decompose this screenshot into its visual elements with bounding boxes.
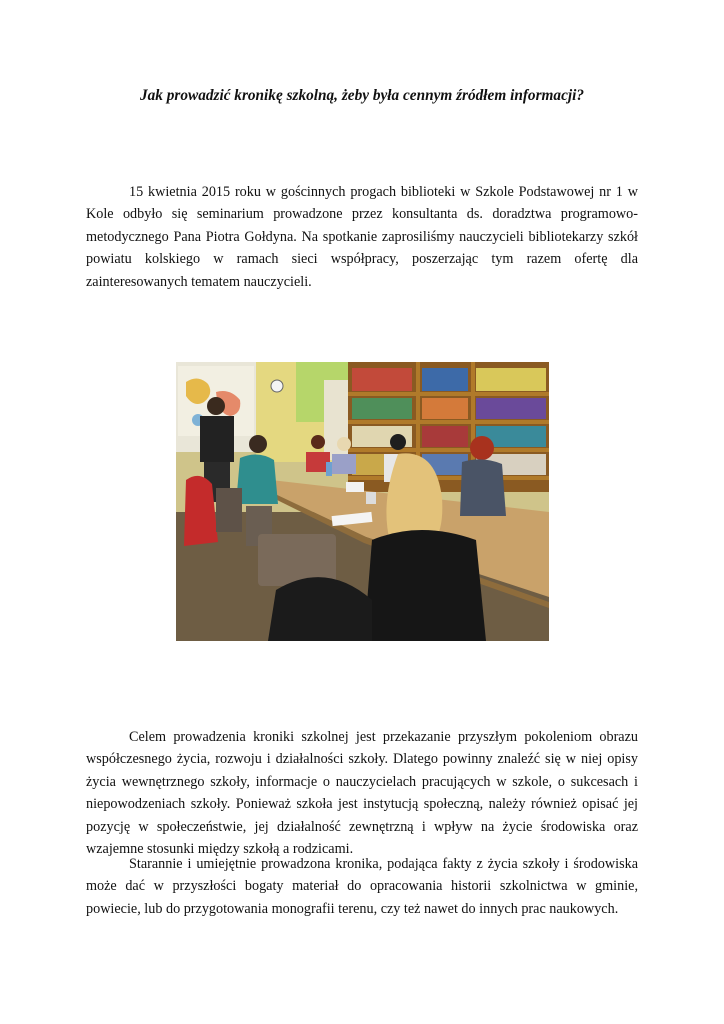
paragraph-chronicle-purpose: Celem prowadzenia kroniki szkolnej jest przekazanie przyszłym pokoleniom obrazu współczesnego życia, rozwoju i działalności szkoły. Dlatego powinny znaleźć się w niej opisy życia wewnętrznego szkoły, informacje o nauczycielach pracujących w szkole, o sukcesach i niepowodzeniach szkoły. Ponieważ szkoła jest instytucją społeczną, należy również opisać jej pozycję w społeczeństwie, jej działalność zewnętrzną i wpływ na życie środowiska oraz wzajemne stosunki między szkołą a rodzicami.: [86, 729, 638, 858]
paragraph-chronicle-value: Starannie i umiejętnie prowadzona kronika, podająca fakty z życia szkoły i środowiska może dać w przyszłości bogaty materiał do opracowania historii szkolnictwa w gminie, powiecie, lub do przygotowania monografii terenu, czy też nawet do innych prac naukowych.: [86, 856, 638, 917]
seminar-photo: [176, 362, 549, 641]
document-title: Jak prowadzić kronikę szkolną, żeby była cennym źródłem informacji?: [139, 87, 585, 104]
paragraph-seminar: 15 kwietnia 2015 roku w gościnnych progach biblioteki w Szkole Podstawowej nr 1 w Kole odbyło się seminarium prowadzone przez konsultanta ds. doradztwa programowo-metodycznego Pana Piotra Gołdyna. Na spotkanie zaprosiliśmy nauczycieli bibliotekarzy szkół powiatu kolskiego w ramach sieci współpracy, poszerzając tym razem ofertę dla zainteresowanych tematem nauczycieli.: [86, 184, 638, 290]
